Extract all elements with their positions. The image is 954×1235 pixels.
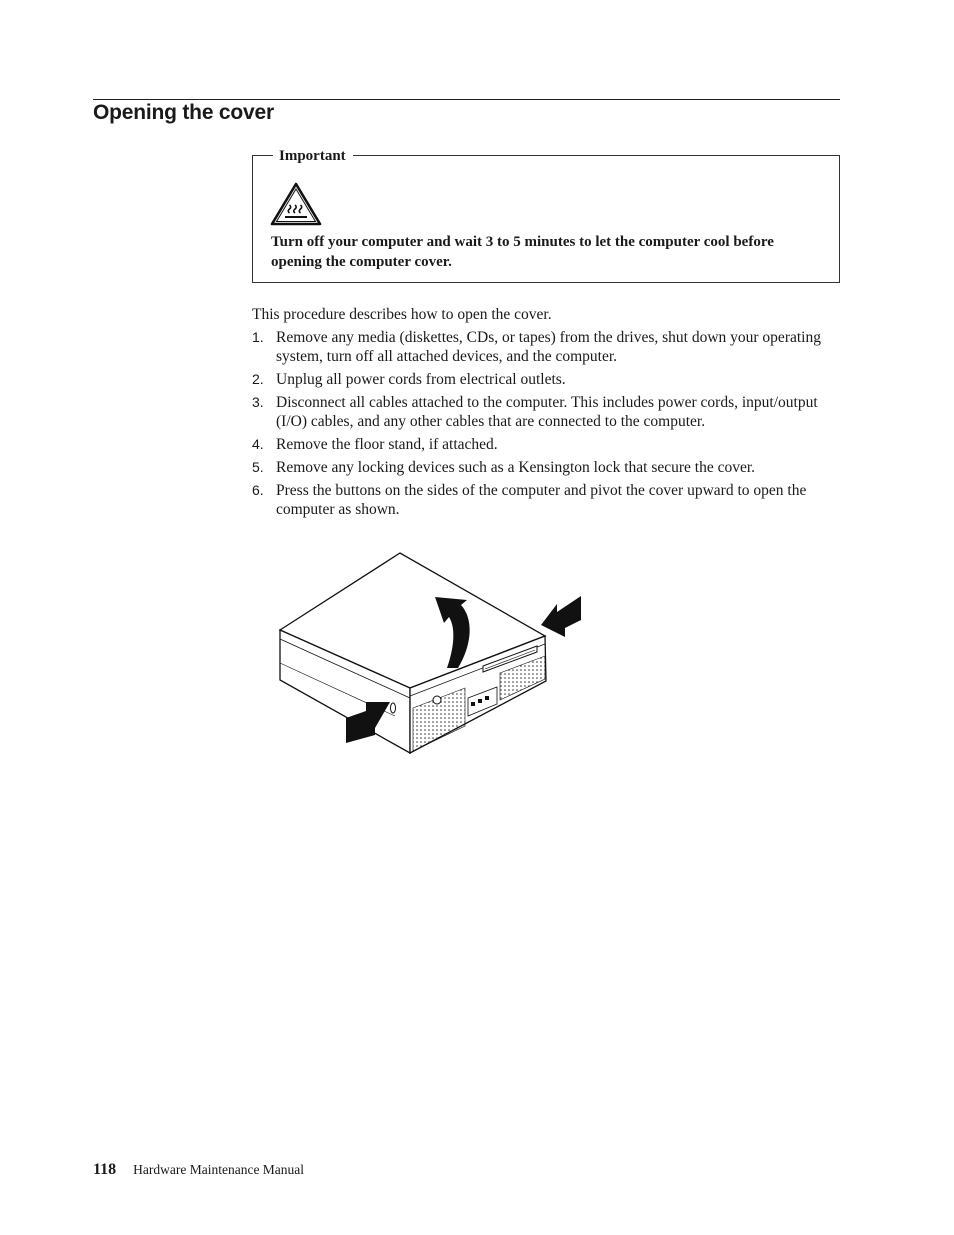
steps-list bbox=[252, 328, 840, 519]
step-text: Unplug all power cords from electrical outlets. bbox=[276, 371, 566, 388]
section-rule bbox=[93, 99, 840, 100]
step-item bbox=[252, 393, 840, 431]
step-item bbox=[252, 370, 840, 389]
important-notice bbox=[252, 148, 840, 283]
procedure-body bbox=[252, 305, 840, 523]
step-item bbox=[252, 458, 840, 477]
step-number: 3. bbox=[252, 394, 264, 410]
manual-title: Hardware Maintenance Manual bbox=[133, 1162, 305, 1177]
notice-text: Turn off your computer and wait 3 to 5 minutes to let the computer cool before opening the computer cover. bbox=[271, 234, 774, 270]
push-arrow-right-icon bbox=[541, 596, 581, 637]
notice-label: Important bbox=[273, 146, 353, 166]
intro-paragraph: This procedure describes how to open the cover. bbox=[252, 306, 552, 323]
step-text: Remove any media (diskettes, CDs, or tapes) from the drives, shut down your operating system, turn off all attached devices, and the computer. bbox=[276, 329, 821, 365]
step-text: Remove the floor stand, if attached. bbox=[276, 436, 498, 453]
step-item bbox=[252, 481, 840, 519]
step-number: 4. bbox=[252, 436, 264, 452]
step-number: 5. bbox=[252, 459, 264, 475]
computer-cover-illustration bbox=[275, 548, 590, 760]
step-text: Press the buttons on the sides of the computer and pivot the cover upward to open the computer as shown. bbox=[276, 482, 807, 518]
step-number: 6. bbox=[252, 482, 264, 498]
step-number: 2. bbox=[252, 371, 264, 387]
hot-surface-warning-icon bbox=[270, 181, 322, 227]
page-number: 118 bbox=[93, 1161, 117, 1178]
step-number: 1. bbox=[252, 329, 264, 345]
side-release-button bbox=[391, 703, 396, 713]
step-item bbox=[252, 328, 840, 366]
step-text: Disconnect all cables attached to the computer. This includes power cords, input/output (I/O) cables, and any other cables that are connected to the computer. bbox=[276, 394, 818, 430]
section-title: Opening the cover bbox=[93, 101, 274, 124]
step-item bbox=[252, 435, 840, 454]
step-text: Remove any locking devices such as a Kensington lock that secure the cover. bbox=[276, 459, 756, 476]
page-footer bbox=[93, 1161, 304, 1179]
power-button bbox=[433, 696, 441, 704]
